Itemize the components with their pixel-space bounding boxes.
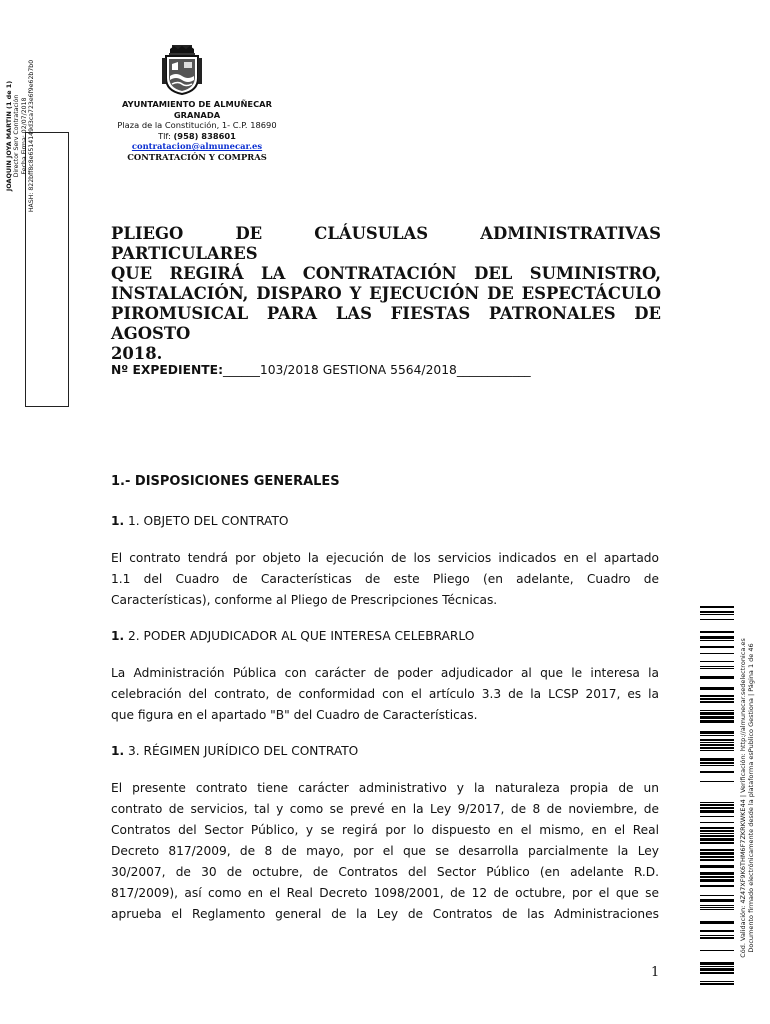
paragraph-line: 30/2007, de 30 de octubre, de Contratos del Sector Público (en adelante R.D. [111,865,659,879]
title-line: INSTALACIÓN, DISPARO Y EJECUCIÓN DE ESPECTÁCULO [111,284,661,303]
title-line: 2018. [111,344,163,363]
paragraph-line: La Administración Pública con carácter de poder adjudicador al que le interesa la [111,666,659,680]
signer-name: JOAQUIN JOYA MARTIN (1 de 1) [5,80,14,192]
subsection-title: 1. OBJETO DEL CONTRATO [124,514,289,528]
title-line: PIROMUSICAL PARA LAS FIESTAS PATRONALES DE AGOSTO [111,304,661,343]
organization-header [100,99,294,162]
org-phone-line [100,131,294,142]
signature-hash: HASH: 822bff8c8e6514149d3ca723e6f9e62b7b0 [28,59,36,213]
paragraph [111,663,659,726]
verification-code: Cód. Validación: 4Z47XF9K6THM6F7ZKRKWKE44 | Verificación: http://almunecar.sedelectronica.es [739,638,747,958]
file-number [111,363,531,377]
subsection-heading [111,629,474,643]
subsection-heading [111,514,288,528]
barcode-icon [700,606,734,988]
signature-date: Fecha Firma: 02/07/2018 [21,97,28,175]
subsection-number: 1. [111,514,125,528]
paragraph-line: 817/2009), así como en el Real Decreto 1098/2001, de 12 de octubre, por el que se [111,886,659,900]
file-number-label: Nº EXPEDIENTE: [111,363,223,377]
signer-role: Director Serv Contratación [13,94,21,178]
org-province: GRANADA [173,109,221,120]
paragraph-line: 1.1 del Cuadro de Características de este Pliego (en adelante, Cuadro de [111,572,659,586]
title-line: PLIEGO DE CLÁUSULAS ADMINISTRATIVAS PARTICULARES [111,224,661,263]
paragraph-line: contrato de servicios, tal y como se prevé en la Ley 9/2017, de 8 de noviembre, de [111,802,659,816]
paragraph-line: Decreto 817/2009, de 8 de mayo, por el que se desarrolla parcialmente la Ley [111,844,659,858]
paragraph-line: que figura en el apartado "B" del Cuadro de Características. [111,708,478,722]
subsection-number: 1. [111,629,125,643]
paragraph-line: El contrato tendrá por objeto la ejecución de los servicios indicados en el apartado [111,551,659,565]
paragraph-line: Características), conforme al Pliego de Prescripciones Técnicas. [111,593,498,607]
coat-of-arms-icon [160,44,204,96]
file-number-value: ______103/2018 GESTIONA 5564/2018____________ [222,363,531,377]
department-name: CONTRATACIÓN Y COMPRAS [127,151,267,162]
paragraph-line: Contratos del Sector Público, y se regirá por lo dispuesto en el mismo, en el Real [111,823,659,837]
verification-note: Documento firmado electrónicamente desde la plataforma esPublico Gestiona | Página 1 de 46 [747,643,755,953]
page-number: 1 [651,965,660,980]
subsection-heading [111,744,358,758]
paragraph [111,778,659,925]
email-link[interactable]: contratacion@almunecar.es [131,141,263,151]
org-address: Plaza de la Constitución, 1- C.P. 18690 [117,120,277,130]
paragraph [111,548,659,611]
subsection-number: 1. [111,744,125,758]
phone-number: (958) 838601 [173,130,236,141]
signature-text [6,4,36,268]
verification-text [739,607,755,989]
section-heading: 1.- DISPOSICIONES GENERALES [111,474,340,489]
paragraph-line: El presente contrato tiene carácter administrativo y la naturaleza propia de un [111,781,659,795]
paragraph-line: celebración del contrato, de conformidad con el artículo 3.3 de la LCSP 2017, es la [111,687,659,701]
paragraph-line: aprueba el Reglamento general de la Ley de Contratos de las Administraciones [111,907,659,921]
subsection-title: 3. RÉGIMEN JURÍDICO DEL CONTRATO [124,744,359,758]
subsection-title: 2. PODER ADJUDICADOR AL QUE INTERESA CELEBRARLO [124,629,475,643]
org-name: AYUNTAMIENTO DE ALMUÑECAR [122,99,272,109]
title-line: QUE REGIRÁ LA CONTRATACIÓN DEL SUMINISTRO, [111,264,661,283]
document-title [111,224,661,364]
phone-label: Tlf: [158,130,171,141]
